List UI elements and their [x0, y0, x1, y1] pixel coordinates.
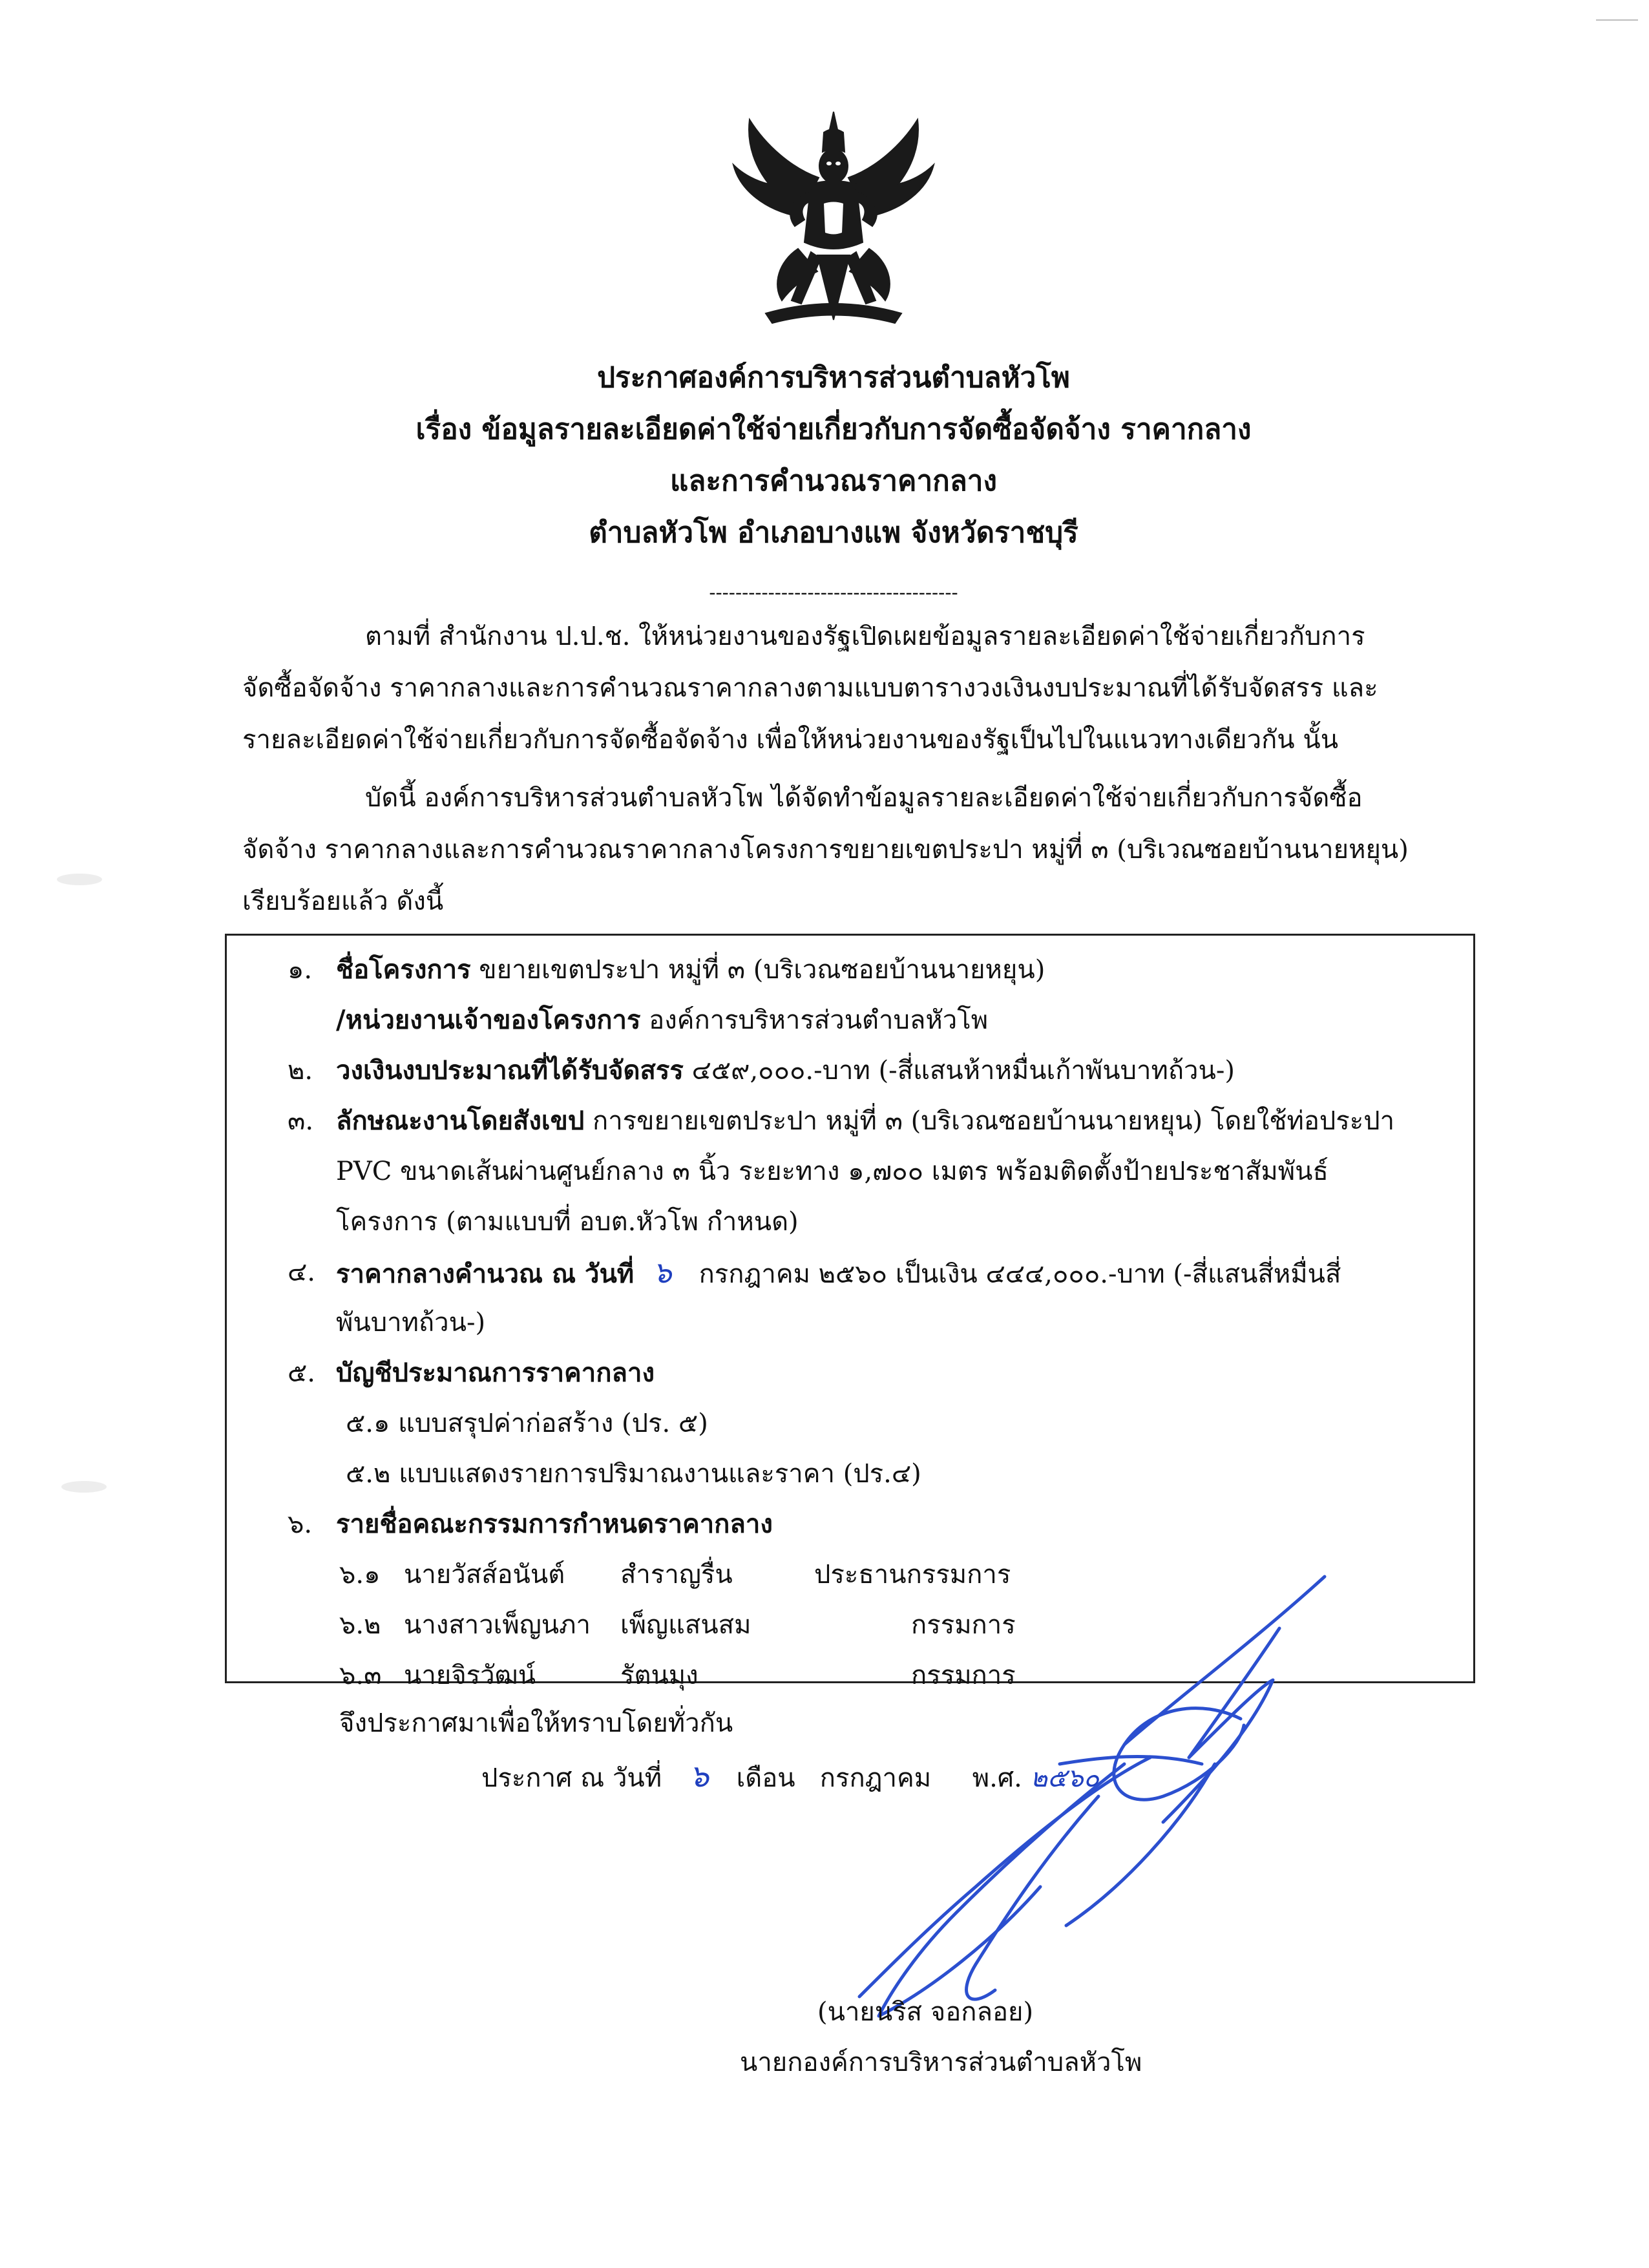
item-estimate-sub-2: ๕.๒ แบบแสดงรายการปริมาณงานและราคา (ปร.๔) [346, 1459, 921, 1489]
committee-member-first-name: นายวัสส์อนันต์ [404, 1560, 565, 1590]
announcement-heading [194, 352, 1473, 559]
item-work-description-line-2: PVC ขนาดเส้นผ่านศูนย์กลาง ๓ นิ้ว ระยะทาง ๑,๗๐๐ เมตร พร้อมติดตั้งป้ายประชาสัมพันธ์ [336, 1157, 1329, 1186]
signer-name: (นายนริส จอกลอย) [817, 1997, 1034, 2027]
heading-divider: -------------------------------------- [709, 582, 958, 604]
committee-member-last-name: สำราญรื่น [620, 1560, 733, 1590]
item-project-name: ชื่อโครงการ ขยายเขตประปา หมู่ที่ ๓ (บริเวณซอยบ้านนายหยุน) [336, 954, 1045, 985]
item-number: ๔. [288, 1257, 315, 1287]
committee-member-role: ประธานกรรมการ [814, 1560, 1011, 1590]
intro-paragraph-1: ตามที่ สำนักงาน ป.ป.ช. ให้หน่วยงานของรัฐเปิดเผยข้อมูลรายละเอียดค่าใช้จ่ายเกี่ยวกับการ จัดซื้อจัดจ้าง ราคากลางและการคำนวณราคากลางตามแบบตารางวงเงินงบประมาณที่ได้รับจัดสรร และ รายละเอียดค่าใช้จ่ายเกี่ยวกับการจัดซื้อจัดจ้าง เพื่อให้หน่วยงานของรัฐเป็นไปในแนวทางเดียวกัน นั้น [242, 622, 1378, 755]
handwritten-day: ๖ [689, 1758, 709, 1794]
item-number: ๖. [288, 1509, 313, 1539]
item-estimate-list: บัญชีประมาณการราคากลาง [336, 1358, 655, 1388]
committee-member-first-name: นางสาวเพ็ญนภา [404, 1610, 591, 1640]
handwritten-year: ๒๕๖๐ [1030, 1763, 1100, 1793]
heading-line-3: และการคำนวณราคากลาง [670, 465, 997, 498]
item-estimate-sub-1: ๕.๑ แบบสรุปค่าก่อสร้าง (ปร. ๕) [346, 1409, 708, 1438]
intro-paragraph-2: บัดนี้ องค์การบริหารส่วนตำบลหัวโพ ได้จัดทำข้อมูลรายละเอียดค่าใช้จ่ายเกี่ยวกับการจัดซื้อ จัดจ้าง ราคากลางและการคำนวณราคากลางโครงการขยายเขตประปา หมู่ที่ ๓ (บริเวณซอยบ้านนายหยุน) เรียบร้อยแล้ว ดังนี้ [242, 783, 1409, 916]
announce-date: ประกาศ ณ วันที่ ๖ เดือน กรกฎาคม พ.ศ. ๒๕๖๐ [481, 1751, 1099, 1803]
heading-line-1: ประกาศองค์การบริหารส่วนตำบลหัวโพ [597, 361, 1070, 394]
item-project-owner: /หน่วยงานเจ้าของโครงการ องค์การบริหารส่วนตำบลหัวโพ [336, 1005, 989, 1035]
item-committee-title: รายชื่อคณะกรรมการกำหนดราคากลาง [336, 1509, 773, 1539]
item-number: ๑. [288, 955, 313, 985]
item-median-price-line-2: พันบาทถ้วน-) [336, 1308, 486, 1338]
item-work-description-line-3: โครงการ (ตามแบบที่ อบต.หัวโพ กำหนด) [336, 1207, 799, 1237]
heading-line-4: ตำบลหัวโพ อำเภอบางแพ จังหวัดราชบุรี [589, 516, 1078, 549]
item-budget: วงเงินงบประมาณที่ได้รับจัดสรร ๔๕๙,๐๐๐.-บาท (-สี่แสนห้าหมื่นเก้าพันบาทถ้วน-) [336, 1055, 1235, 1086]
garuda-emblem-icon [720, 107, 947, 339]
committee-member-role: กรรมการ [911, 1610, 1016, 1640]
scan-smudge [61, 1481, 107, 1493]
committee-member-no: ๖.๒ [339, 1610, 381, 1640]
item-number: ๕. [288, 1358, 315, 1388]
committee-member-last-name: เพ็ญแสนสม [620, 1610, 751, 1640]
item-work-description: ลักษณะงานโดยสังเขป การขยายเขตประปา หมู่ที่ ๓ (บริเวณซอยบ้านนายหยุน) โดยใช้ท่อประปา [336, 1106, 1395, 1136]
item-number: ๒. [288, 1056, 313, 1086]
committee-member-last-name: รัตนมุง [620, 1661, 698, 1690]
item-median-price: ราคากลางคำนวณ ณ วันที่ ๖ กรกฎาคม ๒๕๖๐ เป็นเงิน ๔๔๔,๐๐๐.-บาท (-สี่แสนสี่หมื่นสี่ [336, 1255, 1341, 1290]
committee-member-role: กรรมการ [911, 1661, 1016, 1690]
scan-smudge [57, 874, 102, 885]
committee-member-first-name: นายจิรวัฒน์ [404, 1661, 536, 1690]
scan-edge-line [1596, 19, 1638, 21]
committee-member-no: ๖.๑ [339, 1560, 381, 1590]
heading-line-2: เรื่อง ข้อมูลรายละเอียดค่าใช้จ่ายเกี่ยวกับการจัดซื้อจัดจ้าง ราคากลาง [415, 413, 1252, 446]
item-number: ๓. [288, 1106, 314, 1136]
committee-member-no: ๖.๓ [339, 1661, 382, 1690]
signer-title: นายกองค์การบริหารส่วนตำบลหัวโพ [740, 2048, 1142, 2077]
announce-statement: จึงประกาศมาเพื่อให้ทราบโดยทั่วกัน [339, 1708, 733, 1738]
